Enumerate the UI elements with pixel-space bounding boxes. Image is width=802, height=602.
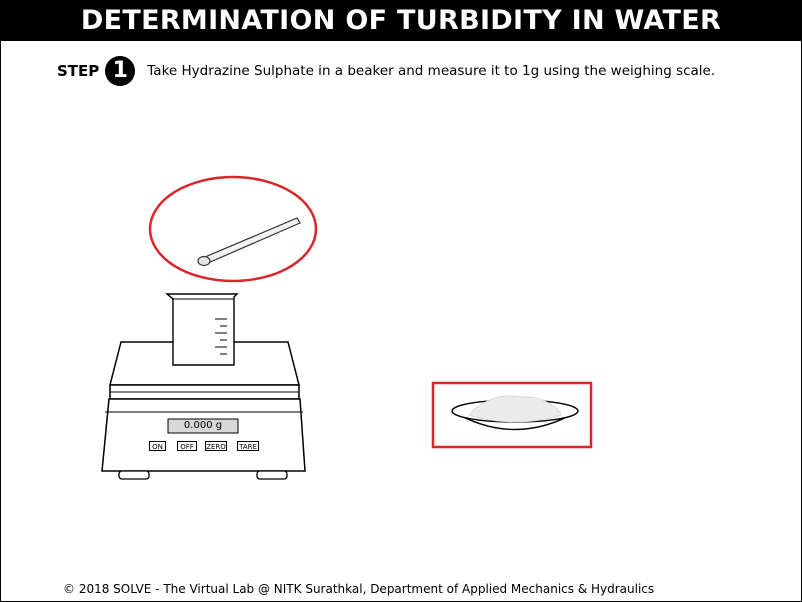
- spatula-highlight-ring: [150, 177, 316, 281]
- scale-off-button[interactable]: OFF: [177, 441, 197, 451]
- spatula-item[interactable]: [150, 177, 316, 281]
- beaker[interactable]: [167, 294, 237, 365]
- scale-foot-left: [119, 471, 149, 479]
- scale-on-button[interactable]: ON: [149, 441, 166, 451]
- scale-zero-button[interactable]: ZERO: [206, 443, 226, 451]
- scale-reading: 0.000 g: [183, 420, 223, 431]
- step-number-badge: 1: [105, 56, 135, 86]
- spatula-icon: [198, 218, 300, 266]
- step-instruction: Take Hydrazine Sulphate in a beaker and measure it to 1g using the weighing scale.: [147, 63, 716, 79]
- lab-scene: [1, 1, 801, 601]
- step-label: STEP: [57, 62, 100, 80]
- scale-foot-right: [257, 471, 287, 479]
- footer-copyright: © 2018 SOLVE - The Virtual Lab @ NITK Surathkal, Department of Applied Mechanics & Hydraulics: [63, 582, 655, 596]
- powder-dish-item[interactable]: [433, 383, 591, 447]
- page-title: DETERMINATION OF TURBIDITY IN WATER: [1, 1, 801, 41]
- powder-dish-icon: [452, 396, 578, 430]
- hydrazine-sulphate-powder: [469, 396, 561, 422]
- scale-tare-button[interactable]: TARE: [237, 441, 259, 451]
- scale-body: [102, 399, 305, 471]
